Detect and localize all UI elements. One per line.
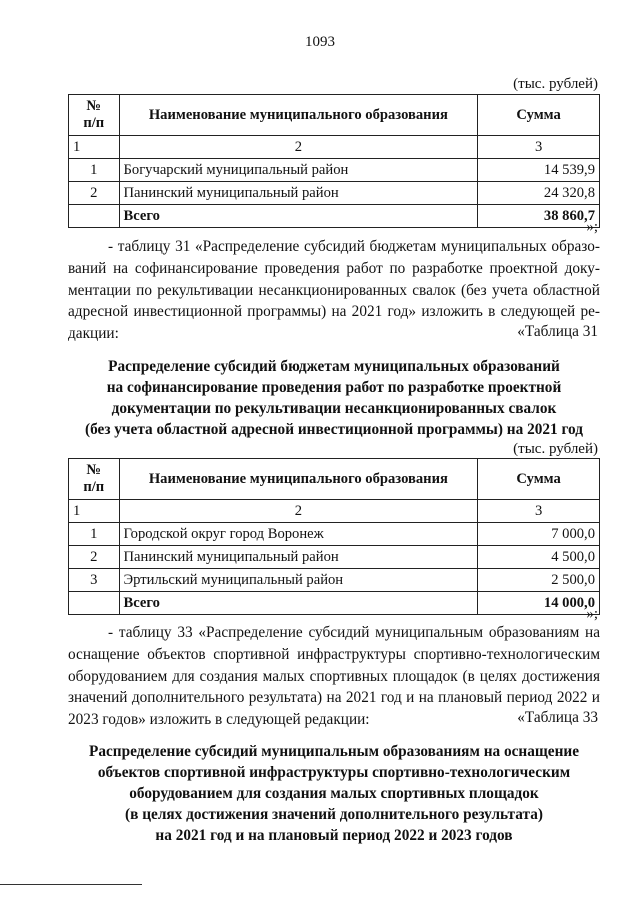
table1-header-sum: Сумма	[478, 95, 600, 136]
heading-line: на 2021 год и на плановый период 2022 и 2023 годов	[155, 827, 513, 844]
amount: 7 000,0	[478, 523, 600, 546]
paragraph-line: - таблицу 33 «Распределение субсидий муниципальным образованиям на	[108, 624, 600, 641]
table-row	[69, 546, 600, 569]
heading-line: оборудованием для создания малых спортивных площадок	[129, 785, 539, 802]
municipality-name: Эртильский муниципальный район	[119, 569, 478, 592]
total-value: 14 000,0	[478, 592, 600, 615]
heading-line: Распределение субсидий муниципальным образованиям на оснащение	[88, 743, 580, 760]
paragraph-line: ваний на софинансирование проведения работ по разработке проектной доку-	[68, 259, 600, 277]
table1-header-num: № п/п	[69, 95, 120, 136]
table31-reference: «Таблица 31	[517, 323, 598, 340]
table2-units: (тыс. рублей)	[513, 441, 598, 457]
heading-line: объектов спортивной инфраструктуры спортивно-технологическим	[97, 764, 571, 781]
footer-rule	[0, 884, 142, 885]
table33-heading	[60, 741, 608, 846]
table1-index-cell: 3	[478, 136, 600, 159]
table1-index-cell: 2	[119, 136, 478, 159]
table2-total-row	[69, 592, 600, 615]
paragraph-line: 2023 годов» изложить в следующей редакции:	[68, 711, 370, 729]
amount: 2 500,0	[478, 569, 600, 592]
table33-reference: «Таблица 33	[517, 709, 598, 726]
table2-header-num: № п/п	[69, 459, 120, 500]
table-row	[69, 569, 600, 592]
heading-line: документации по рекультивации несанкционированных свалок	[111, 400, 557, 417]
municipality-name: Панинский муниципальный район	[119, 182, 478, 205]
total-value: 38 860,7	[478, 205, 600, 228]
table2-header-row	[69, 459, 600, 500]
paragraph-line: - таблицу 31 «Распределение субсидий бюджетам муниципальных образо-	[108, 238, 600, 255]
paragraph-line: оборудованием для создания малых спортивных площадок (в целях достижения	[68, 667, 600, 685]
table2-header-sum: Сумма	[478, 459, 600, 500]
heading-line: (без учета областной адресной инвестиционной программы) на 2021 год	[84, 421, 583, 438]
table31-heading	[60, 356, 608, 440]
row-number: 1	[69, 159, 120, 182]
table1-header-row	[69, 95, 600, 136]
row-number: 2	[69, 182, 120, 205]
heading-line: на софинансирование проведения работ по разработке проектной	[106, 379, 562, 396]
table2-closing-quote: »;	[586, 606, 598, 622]
row-number: 3	[69, 569, 120, 592]
page-number: 1093	[305, 34, 335, 50]
table1-units: (тыс. рублей)	[513, 76, 598, 92]
paragraph-line: ментации по рекультивации несанкционированных свалок (без учета областной	[68, 281, 600, 299]
municipality-name: Панинский муниципальный район	[119, 546, 478, 569]
table1-header-name: Наименование муниципального образования	[119, 95, 478, 136]
total-label: Всего	[119, 205, 478, 228]
table1-closing-quote: »;	[586, 219, 598, 235]
table2-index-cell: 2	[119, 500, 478, 523]
amount: 24 320,8	[478, 182, 600, 205]
row-number: 2	[69, 546, 120, 569]
heading-line: (в целях достижения значений дополнительного результата)	[125, 806, 543, 823]
heading-line: Распределение субсидий бюджетам муниципальных образований	[108, 358, 560, 375]
amount: 14 539,9	[478, 159, 600, 182]
paragraph-line: адресной инвестиционной программы) на 2021 год» изложить в следующей ре-	[68, 303, 600, 321]
amount: 4 500,0	[478, 546, 600, 569]
table2-index-row	[69, 500, 600, 523]
table2-index-cell: 1	[69, 500, 120, 523]
paragraph-line: значений дополнительного результата) на 2021 год и на плановый период 2022 и	[68, 689, 600, 707]
table1-total-row	[69, 205, 600, 228]
table-row	[69, 523, 600, 546]
table1-index-cell: 1	[69, 136, 120, 159]
row-number: 1	[69, 523, 120, 546]
table1-index-row	[69, 136, 600, 159]
table1	[68, 94, 600, 228]
table-row	[69, 182, 600, 205]
table2-index-cell: 3	[478, 500, 600, 523]
table2	[68, 458, 600, 615]
paragraph-line: оснащение объектов спортивной инфраструктуры спортивно-технологическим	[68, 645, 600, 663]
municipality-name: Богучарский муниципальный район	[119, 159, 478, 182]
paragraph-line: дакции:	[68, 325, 119, 343]
total-label: Всего	[119, 592, 478, 615]
municipality-name: Городской округ город Воронеж	[119, 523, 478, 546]
table-row	[69, 159, 600, 182]
table2-header-name: Наименование муниципального образования	[119, 459, 478, 500]
